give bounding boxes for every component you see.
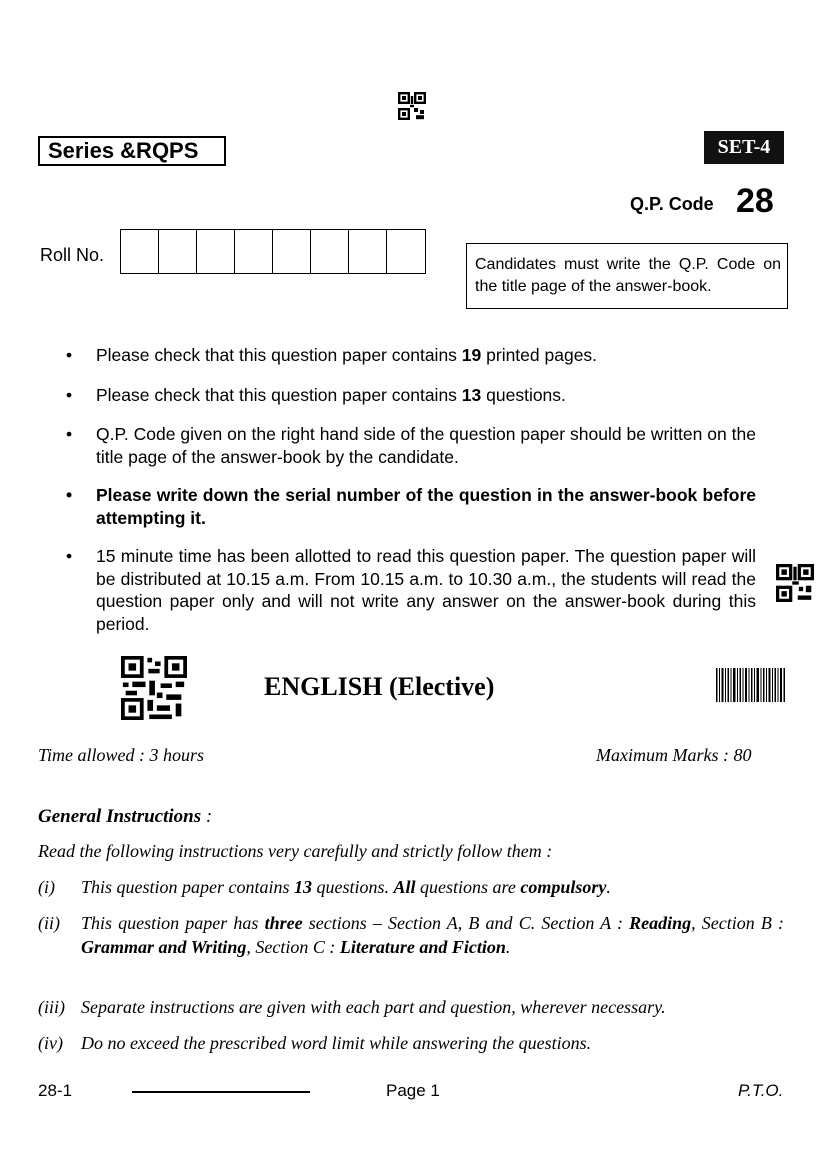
list-item: • Please write down the serial number of the question in the answer-book before attempting it. (66, 485, 756, 528)
qp-code-label: Q.P. Code (630, 194, 714, 214)
subject-title: ENGLISH (Elective) (264, 672, 495, 701)
bullet-icon: • (66, 345, 73, 365)
bullet-icon: • (66, 424, 73, 444)
set-badge: SET-4 (704, 131, 784, 164)
footer-page-number: Page 1 (386, 1081, 440, 1100)
barcode-icon (716, 668, 786, 702)
list-item: • Please check that this question paper contains 19 printed pages. (66, 345, 598, 365)
qp-code-value: 28 (736, 182, 774, 220)
bullet-icon: • (66, 546, 73, 566)
instruction-i: (i) This question paper contains 13 questions. All questions are compulsory. (38, 877, 611, 897)
roll-number-cell (235, 230, 273, 273)
footer-divider (132, 1091, 310, 1093)
series-label: Series &RQPS (38, 136, 226, 166)
instruction-ii: (ii) This question paper has three sections – Section A, B and C. Section A : Reading, Section B : Grammar and Writing, Section C : Literature and Fiction. (38, 913, 784, 957)
roll-number-cell (387, 230, 425, 273)
roll-number-cell (159, 230, 197, 273)
instruction-bullets (66, 344, 756, 635)
general-instructions-intro: Read the following instructions very carefully and strictly follow them : (38, 841, 553, 861)
roll-number-cell (349, 230, 387, 273)
qr-code-icon-side (776, 564, 814, 602)
roll-number-cell (273, 230, 311, 273)
roll-number-grid (120, 229, 426, 274)
candidate-note-box: Candidates must write the Q.P. Code on the title page of the answer-book. (466, 243, 788, 309)
time-allowed: Time allowed : 3 hours (38, 745, 205, 765)
roll-number-cell (311, 230, 349, 273)
footer-paper-code: 28-1 (38, 1081, 73, 1100)
instruction-iii: (iii) Separate instructions are given with each part and question, wherever necessary. (38, 997, 666, 1017)
roll-number-cell (197, 230, 235, 273)
list-item: • 15 minute time has been allotted to read this question paper. The question paper will be distributed at 10.15 a.m. From 10.15 a.m. to 10.30 a.m., the students will read the question paper only and will not write any answer on the answer-book during this period. (66, 546, 756, 634)
bullet-icon: • (66, 384, 73, 405)
roll-number-cell (121, 230, 159, 273)
footer-pto: P.T.O. (738, 1081, 784, 1100)
general-instructions-heading: General Instructions : (38, 806, 213, 827)
instruction-iv: (iv) Do no exceed the prescribed word limit while answering the questions. (38, 1033, 592, 1053)
qr-code-icon-top (398, 92, 426, 120)
list-item: • Q.P. Code given on the right hand side of the question paper should be written on the title page of the answer-book by the candidate. (66, 424, 756, 467)
roll-number-label: Roll No. (40, 245, 105, 265)
list-item: • Please check that this question paper contains 13 questions. (66, 384, 566, 405)
maximum-marks: Maximum Marks : 80 (596, 745, 752, 765)
qr-code-icon-subject (121, 656, 187, 720)
bullet-icon: • (66, 485, 73, 505)
